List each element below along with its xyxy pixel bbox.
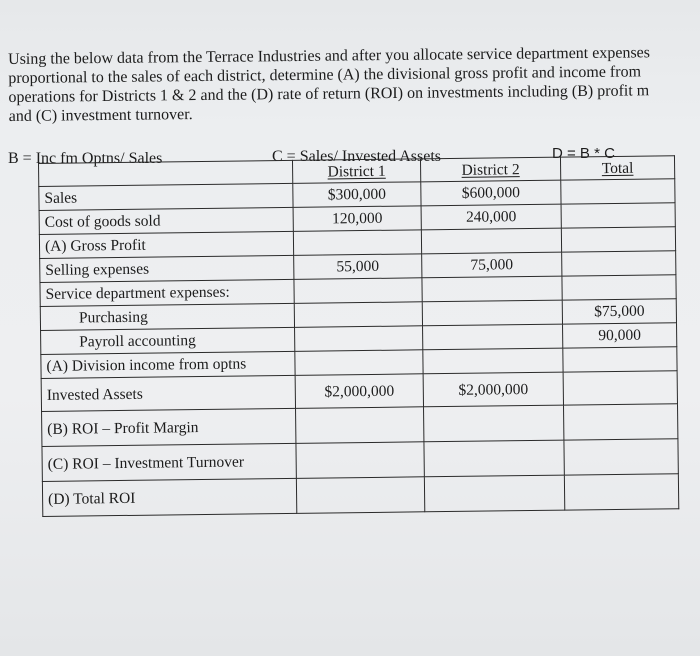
- total-value: [561, 227, 675, 252]
- district-1-value: [295, 350, 423, 376]
- total-value: [562, 251, 676, 276]
- district-1-value: [296, 442, 424, 479]
- row-label: (A) Division income from optns: [41, 351, 295, 378]
- row-label: Sales: [39, 183, 293, 210]
- district-2-value: [424, 475, 564, 512]
- district-1-value: [293, 230, 421, 256]
- total-value: [564, 474, 678, 510]
- row-label: Service department expenses:: [40, 279, 294, 306]
- district-2-value: [422, 276, 562, 302]
- district-2-value: [424, 440, 564, 477]
- total-value: 90,000: [563, 323, 677, 348]
- total-value: [561, 179, 675, 204]
- district-2-value: [423, 324, 563, 350]
- district-2-value: [421, 228, 561, 254]
- roi-table: [38, 155, 678, 517]
- formula-investment-turnover: C = Sales/ Invested Assets: [272, 148, 442, 165]
- district-1-value: [294, 302, 422, 328]
- header-label-cell: [39, 160, 293, 186]
- district-1-value: [294, 278, 422, 304]
- problem-statement: Using the below data from the Terrace Industries and after you allocate service department expenses proportional to the sales of each district, determine (A) the divisional gross profit and income from operations for Districts 1 & 2 and the (D) rate of return (ROI) on investments including (B) profit m and (C) investment turnover.: [8, 44, 651, 125]
- district-2-value: [424, 405, 564, 442]
- total-value: [563, 371, 677, 405]
- district-1-value: [296, 407, 424, 444]
- district-2-value: 75,000: [422, 252, 562, 278]
- header-total: Total: [560, 156, 674, 180]
- district-2-value: [423, 348, 563, 374]
- total-value: [562, 275, 676, 300]
- district-1-value: [296, 477, 424, 514]
- total-value: [563, 404, 677, 440]
- row-label: (B) ROI – Profit Margin: [42, 408, 296, 446]
- row-label: (A) Gross Profit: [39, 231, 293, 258]
- district-1-value: [295, 326, 423, 352]
- row-label: Payroll accounting: [41, 327, 295, 354]
- row-label: Cost of goods sold: [39, 207, 293, 234]
- district-2-value: $2,000,000: [423, 372, 563, 407]
- row-label: (D) Total ROI: [42, 478, 296, 516]
- district-1-value: 55,000: [294, 254, 422, 280]
- header-district-2: District 2: [420, 157, 560, 182]
- total-value: [564, 439, 678, 475]
- total-value: [561, 203, 675, 228]
- row-label: Purchasing: [40, 303, 294, 330]
- district-2-value: 240,000: [421, 204, 561, 230]
- header-district-1: District 1: [292, 159, 420, 184]
- district-1-value: $300,000: [293, 182, 421, 208]
- district-2-value: [422, 300, 562, 326]
- formula-total-roi: D = B * C: [552, 145, 615, 162]
- formula-profit-margin: B = Inc fm Optns/ Sales: [8, 150, 163, 167]
- table-row: [42, 474, 678, 517]
- row-label: Selling expenses: [40, 255, 294, 282]
- district-2-value: $600,000: [421, 180, 561, 206]
- district-1-value: 120,000: [293, 206, 421, 232]
- row-label: (C) ROI – Investment Turnover: [42, 443, 296, 481]
- total-value: $75,000: [562, 299, 676, 324]
- total-value: [563, 347, 677, 372]
- district-1-value: $2,000,000: [295, 374, 423, 409]
- row-label: Invested Assets: [41, 375, 295, 411]
